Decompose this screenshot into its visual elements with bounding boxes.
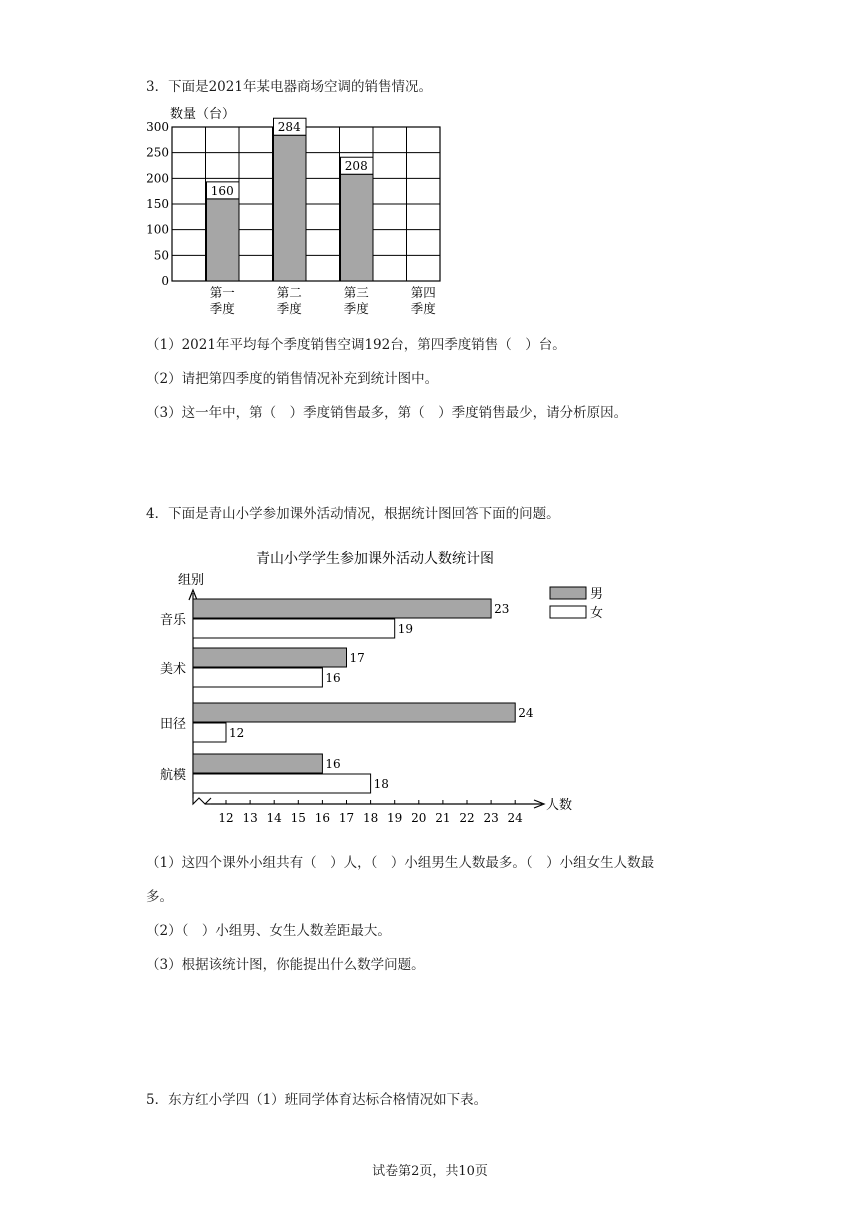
legend-label: 女 bbox=[590, 606, 604, 621]
x-tick-label: 季度 bbox=[343, 301, 369, 316]
y-axis-label: 组别 bbox=[178, 573, 205, 588]
y-tick-label: 0 bbox=[161, 274, 169, 288]
q3-title: 3．下面是2021年某电器商场空调的销售情况。 bbox=[146, 79, 432, 95]
bar-female-3 bbox=[193, 723, 226, 742]
activity-bar-chart bbox=[150, 540, 620, 830]
x-tick-label: 12 bbox=[218, 811, 234, 825]
y-tick-label: 150 bbox=[146, 197, 169, 211]
x-tick-label: 季度 bbox=[276, 301, 302, 316]
axis-break bbox=[193, 798, 211, 804]
x-tick-label: 23 bbox=[483, 811, 499, 825]
chart-title: 青山小学学生参加课外活动人数统计图 bbox=[256, 551, 494, 567]
x-tick-label: 第二 bbox=[276, 285, 302, 300]
bar-female-4 bbox=[193, 774, 371, 793]
q3-sub2: （2）请把第四季度的销售情况补充到统计图中。 bbox=[146, 371, 439, 387]
q3-sub1: （1）2021年平均每个季度销售空调192台，第四季度销售（ ）台。 bbox=[146, 337, 566, 353]
y-axis-label: 数量（台） bbox=[170, 107, 236, 122]
sales-bar-chart bbox=[140, 100, 460, 322]
bar-2 bbox=[274, 135, 307, 281]
x-tick-label: 22 bbox=[459, 811, 475, 825]
q4-title: 4．下面是青山小学参加课外活动情况，根据统计图回答下面的问题。 bbox=[146, 506, 560, 522]
x-tick-label: 24 bbox=[507, 811, 523, 825]
x-tick-label: 19 bbox=[387, 811, 403, 825]
legend-swatch bbox=[550, 587, 586, 599]
x-tick-label: 20 bbox=[411, 811, 427, 825]
bar-value-label: 284 bbox=[277, 120, 301, 135]
bar-female-2 bbox=[193, 668, 322, 687]
x-tick-label: 13 bbox=[242, 811, 258, 825]
x-tick-label: 第四 bbox=[410, 285, 436, 300]
x-tick-label: 季度 bbox=[209, 301, 235, 316]
bar-3 bbox=[341, 174, 374, 281]
q4-sub1a: （1）这四个课外小组共有（ ）人，（ ）小组男生人数最多。（ ）小组女生人数最 bbox=[146, 855, 655, 871]
x-axis-label: 人数 bbox=[546, 798, 573, 813]
category-label: 航模 bbox=[160, 768, 187, 783]
x-tick-label: 第三 bbox=[343, 285, 369, 300]
bar-male-3 bbox=[193, 703, 515, 722]
x-tick-label: 15 bbox=[290, 811, 306, 825]
bar-value-label: 12 bbox=[229, 726, 245, 740]
y-tick-label: 300 bbox=[146, 120, 169, 134]
bar-value-label: 16 bbox=[325, 671, 341, 685]
bar-value-label: 16 bbox=[325, 757, 341, 771]
x-tick-label: 季度 bbox=[410, 301, 436, 316]
bar-male-2 bbox=[193, 648, 347, 667]
legend-swatch bbox=[550, 606, 586, 618]
q4-sub2: （2）（ ）小组男、女生人数差距最大。 bbox=[146, 923, 391, 939]
bar-value-label: 208 bbox=[344, 159, 368, 174]
y-tick-label: 100 bbox=[146, 222, 169, 237]
page-footer: 试卷第2页，共10页 bbox=[372, 1164, 488, 1179]
category-label: 田径 bbox=[160, 717, 187, 732]
q3-sub3: （3）这一年中，第（ ）季度销售最多，第（ ）季度销售最少，请分析原因。 bbox=[146, 405, 628, 421]
x-tick-label: 17 bbox=[338, 811, 355, 825]
bar-male-1 bbox=[193, 599, 491, 618]
x-tick-label: 16 bbox=[314, 811, 331, 825]
x-tick-label: 第一 bbox=[209, 285, 235, 300]
bar-value-label: 23 bbox=[494, 602, 510, 616]
bar-value-label: 18 bbox=[373, 777, 389, 791]
bar-male-4 bbox=[193, 754, 322, 773]
y-tick-label: 200 bbox=[146, 171, 169, 186]
q4-sub3: （3）根据该统计图，你能提出什么数学问题。 bbox=[146, 957, 425, 973]
y-tick-label: 250 bbox=[146, 145, 169, 160]
q4-sub1b: 多。 bbox=[146, 889, 173, 905]
legend-label: 男 bbox=[590, 587, 604, 602]
category-label: 音乐 bbox=[160, 613, 187, 628]
x-tick-label: 21 bbox=[435, 811, 451, 825]
bar-1 bbox=[207, 199, 240, 281]
x-tick-label: 14 bbox=[266, 811, 282, 825]
bar-value-label: 17 bbox=[349, 651, 365, 665]
bar-value-label: 160 bbox=[210, 183, 234, 198]
category-label: 美术 bbox=[160, 662, 187, 677]
bar-value-label: 19 bbox=[397, 622, 413, 636]
bar-female-1 bbox=[193, 619, 395, 638]
bar-value-label: 24 bbox=[518, 706, 534, 720]
x-tick-label: 18 bbox=[362, 811, 379, 825]
q5-title: 5．东方红小学四（1）班同学体育达标合格情况如下表。 bbox=[146, 1092, 488, 1108]
y-tick-label: 50 bbox=[153, 248, 169, 263]
